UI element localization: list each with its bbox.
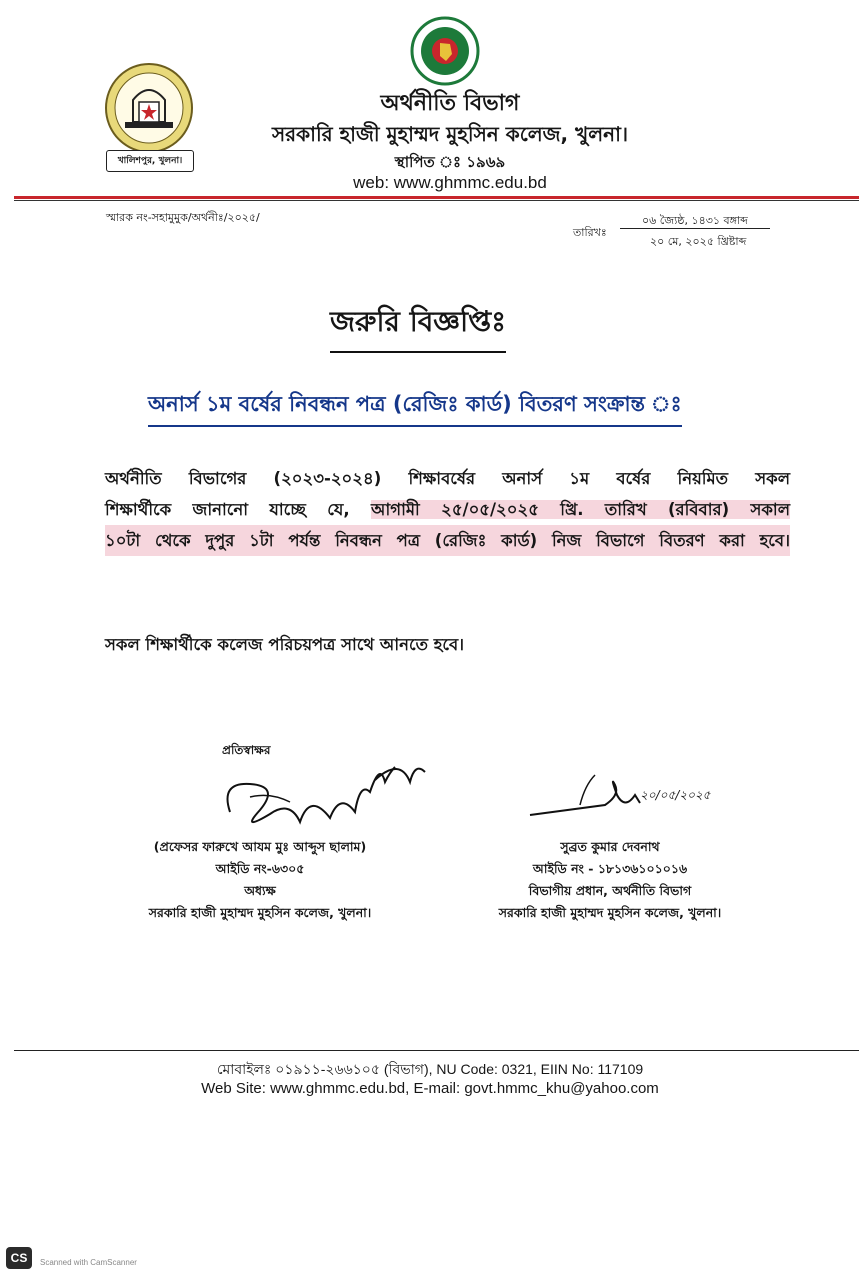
principal-signature [210,752,440,842]
body-text: শিক্ষার্থীকে জানানো যাচ্ছে যে, [105,500,350,519]
closing-instruction: সকল শিক্ষার্থীকে কলেজ পরিচয়পত্র সাথে আনতে হবে। [105,635,465,654]
government-seal-icon [410,16,480,86]
signer-title: অধ্যক্ষ [244,883,276,898]
signer-institution: সরকারি হাজী মুহাম্মদ মুহসিন কলেজ, খুলনা। [148,905,372,920]
signer-title: বিভাগীয় প্রধান, অর্থনীতি বিভাগ [528,883,692,898]
footer-contact: মোবাইলঃ ০১৯১১-২৬৬১০৫ (বিভাগ), NU Code: 0321, EIIN No: 117109 [216,1061,644,1077]
established-year: স্থাপিত ঃ ১৯৬৯ [394,153,506,171]
highlighted-text: আগামী ২৫/০৫/২০২৫ খ্রি. তারিখ (রবিবার) সকাল [371,500,790,519]
date-divider [620,228,770,229]
header-divider [14,196,859,199]
highlighted-text: ১০টা থেকে দুপুর ১টা পর্যন্ত নিবন্ধন পত্র (রেজিঃ কার্ড) নিজ বিভাগে বিতরণ করা হবে। [105,525,790,556]
signature-date: ২০/০৫/২০২৫ [640,788,711,802]
notice-subject: অনার্স ১ম বর্ষের নিবন্ধন পত্র (রেজিঃ কার্ড) বিতরণ সংক্রান্ত ঃ [148,388,682,427]
notice-heading: জরুরি বিজ্ঞপ্তিঃ [330,300,506,353]
scanner-watermark: Scanned with CamScanner [40,1258,137,1267]
department-head-sign-block [470,836,750,924]
principal-sign-block [120,836,400,924]
signer-institution: সরকারি হাজী মুহাম্মদ মুহসিন কলেজ, খুলনা। [498,905,722,920]
logo-label: খালিশপুর, খুলনা। [106,150,194,172]
date-label: তারিখঃ [573,226,607,239]
signer-id: আইডি নং - ১৮১৩৬১০১০১৬ [532,861,688,876]
footer-divider [14,1050,859,1051]
college-name: সরকারি হাজী মুহাম্মদ মুহসিন কলেজ, খুলনা। [271,122,629,146]
footer-web-email: Web Site: www.ghmmc.edu.bd, E-mail: govt.hmmc_khu@yahoo.com [201,1080,659,1097]
countersign-label: প্রতিস্বাক্ষর [222,743,271,757]
memo-number: স্মারক নং-সহামুমুক/অর্থনীঃ/২০২৫/ [106,211,260,224]
body-line [105,494,790,525]
signer-id: আইডি নং-৬৩০৫ [215,861,305,876]
website-link[interactable]: web: www.ghmmc.edu.bd [353,173,547,192]
camscanner-logo-icon: CS [6,1247,32,1269]
header-divider-thin [14,200,859,201]
department-title: অর্থনীতি বিভাগ [380,91,520,116]
date-gregorian: ২০ মে, ২০২৫ খ্রিষ্টাব্দ [650,235,747,248]
signer-name: সুব্রত কুমার দেবনাথ [560,839,660,854]
signer-name: (প্রফেসর ফারুখে আযম মুঃ আব্দুস ছালাম) [153,839,367,854]
body-line: অর্থনীতি বিভাগের (২০২৩-২০২৪) শিক্ষাবর্ষের অনার্স ১ম বর্ষের নিয়মিত সকল [105,469,790,488]
notice-body [105,463,790,556]
date-bengali: ০৬ জ্যৈষ্ঠ, ১৪৩১ বঙ্গাব্দ [642,214,748,227]
